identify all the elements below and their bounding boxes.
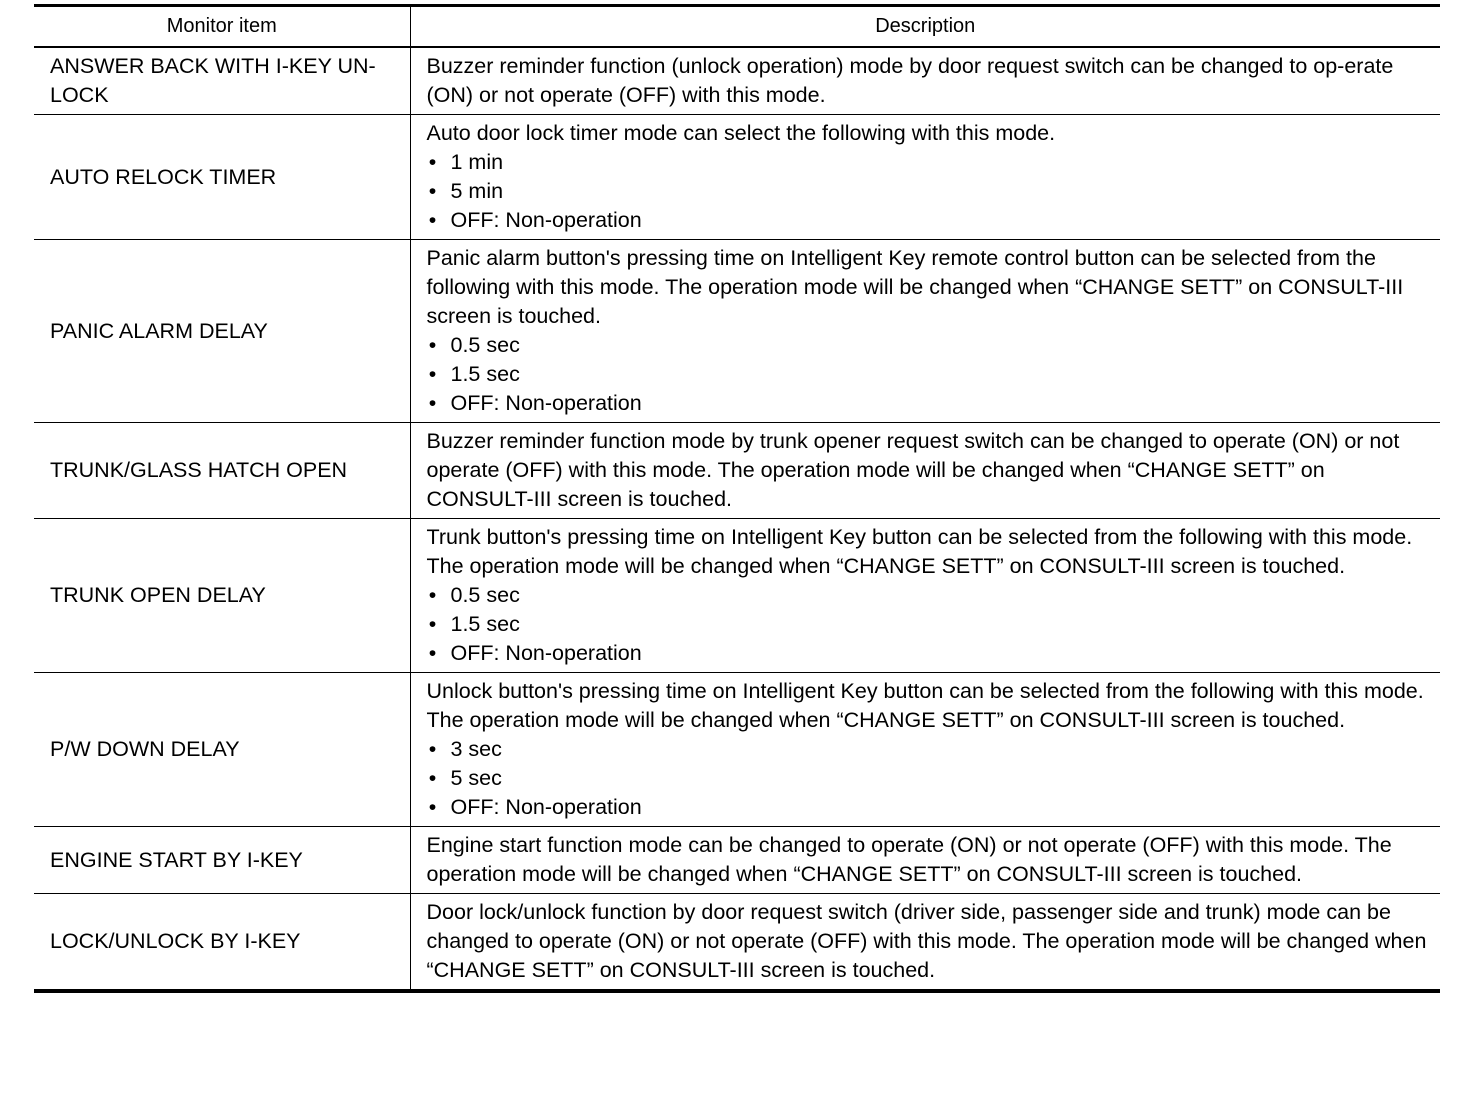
description-cell (410, 423, 1440, 519)
monitor-item-cell: TRUNK/GLASS HATCH OPEN (34, 423, 410, 519)
option-item (427, 331, 1433, 360)
option-item (427, 581, 1433, 610)
option-item (427, 793, 1433, 822)
option-list (427, 735, 1433, 822)
table-header (34, 6, 1440, 48)
description-cell (410, 894, 1440, 992)
option-label: OFF: Non-operation (450, 641, 642, 665)
option-label: OFF: Non-operation (450, 208, 642, 232)
table-row (34, 894, 1440, 992)
table-row (34, 519, 1440, 673)
description-cell (410, 673, 1440, 827)
option-item (427, 764, 1433, 793)
option-label: 0.5 sec (450, 333, 520, 357)
option-item (427, 177, 1433, 206)
option-item (427, 360, 1433, 389)
description-cell (410, 47, 1440, 115)
description-cell (410, 519, 1440, 673)
description-text: Unlock button's pressing time on Intelligent Key button can be selected from the following with this mode. The operation mode will be changed when “CHANGE SETT” on CONSULT-III screen is touched. (426, 679, 1424, 732)
bullet-icon: • (428, 179, 437, 203)
option-item (427, 639, 1433, 668)
option-label: 1.5 sec (450, 612, 520, 636)
monitor-item-cell: PANIC ALARM DELAY (34, 240, 410, 423)
table-row (34, 47, 1440, 115)
description-text: Trunk button's pressing time on Intelligent Key button can be selected from the following with this mode. The operation mode will be changed when “CHANGE SETT” on CONSULT-III screen is touched. (426, 525, 1413, 578)
bullet-icon: • (428, 362, 437, 386)
bullet-icon: • (428, 766, 437, 790)
option-label: 5 min (450, 179, 504, 203)
option-label: 1.5 sec (450, 362, 520, 386)
description-text: Panic alarm button's pressing time on Intelligent Key remote control button can be selected from the following with this mode. The operation mode will be changed when “CHANGE SETT” on CONSULT-III screen is touched. (426, 246, 1404, 328)
option-label: 5 sec (450, 766, 502, 790)
description-text: Door lock/unlock function by door request switch (driver side, passenger side and trunk) mode can be changed to operate (ON) or not operate (OFF) with this mode. The operation mode will be changed when “CHANGE SETT” on CONSULT-III screen is touched. (426, 900, 1427, 982)
table-body (34, 47, 1440, 991)
table-row (34, 827, 1440, 894)
bullet-icon: • (428, 641, 437, 665)
bullet-icon: • (428, 333, 437, 357)
option-label: 0.5 sec (450, 583, 520, 607)
bullet-icon: • (428, 795, 437, 819)
monitor-item-cell: LOCK/UNLOCK BY I-KEY (34, 894, 410, 992)
bullet-icon: • (428, 612, 437, 636)
header-description: Description (410, 6, 1440, 48)
bullet-icon: • (428, 737, 437, 761)
monitor-item-cell: P/W DOWN DELAY (34, 673, 410, 827)
option-item (427, 610, 1433, 639)
monitor-item-table (34, 4, 1440, 993)
option-item (427, 148, 1433, 177)
bullet-icon: • (428, 391, 437, 415)
option-item (427, 735, 1433, 764)
table-row (34, 423, 1440, 519)
header-row (34, 6, 1440, 48)
option-list (427, 581, 1433, 668)
table-row (34, 240, 1440, 423)
monitor-item-cell: ENGINE START BY I-KEY (34, 827, 410, 894)
monitor-item-cell: ANSWER BACK WITH I-KEY UN-LOCK (34, 47, 410, 115)
description-text: Auto door lock timer mode can select the following with this mode. (426, 121, 1056, 145)
option-list (427, 331, 1433, 418)
option-label: OFF: Non-operation (450, 391, 642, 415)
description-text: Engine start function mode can be changed to operate (ON) or not operate (OFF) with this mode. The operation mode will be changed when “CHANGE SETT” on CONSULT-III screen is touched. (426, 833, 1392, 886)
option-list (427, 148, 1433, 235)
option-item (427, 389, 1433, 418)
bullet-icon: • (428, 208, 437, 232)
header-monitor-item: Monitor item (34, 6, 410, 48)
table-row (34, 673, 1440, 827)
description-text: Buzzer reminder function (unlock operation) mode by door request switch can be changed to op-erate (ON) or not operate (OFF) with this mode. (426, 54, 1394, 107)
table-row (34, 115, 1440, 240)
description-cell (410, 827, 1440, 894)
monitor-item-cell: AUTO RELOCK TIMER (34, 115, 410, 240)
monitor-item-cell: TRUNK OPEN DELAY (34, 519, 410, 673)
option-label: 1 min (450, 150, 504, 174)
description-cell (410, 115, 1440, 240)
option-item (427, 206, 1433, 235)
option-label: 3 sec (450, 737, 502, 761)
description-text: Buzzer reminder function mode by trunk opener request switch can be changed to operate (ON) or not operate (OFF) with this mode. The operation mode will be changed when “CHANGE SETT” on CONSULT-III screen is touched. (426, 429, 1400, 511)
option-label: OFF: Non-operation (450, 795, 642, 819)
bullet-icon: • (428, 150, 437, 174)
description-cell (410, 240, 1440, 423)
bullet-icon: • (428, 583, 437, 607)
